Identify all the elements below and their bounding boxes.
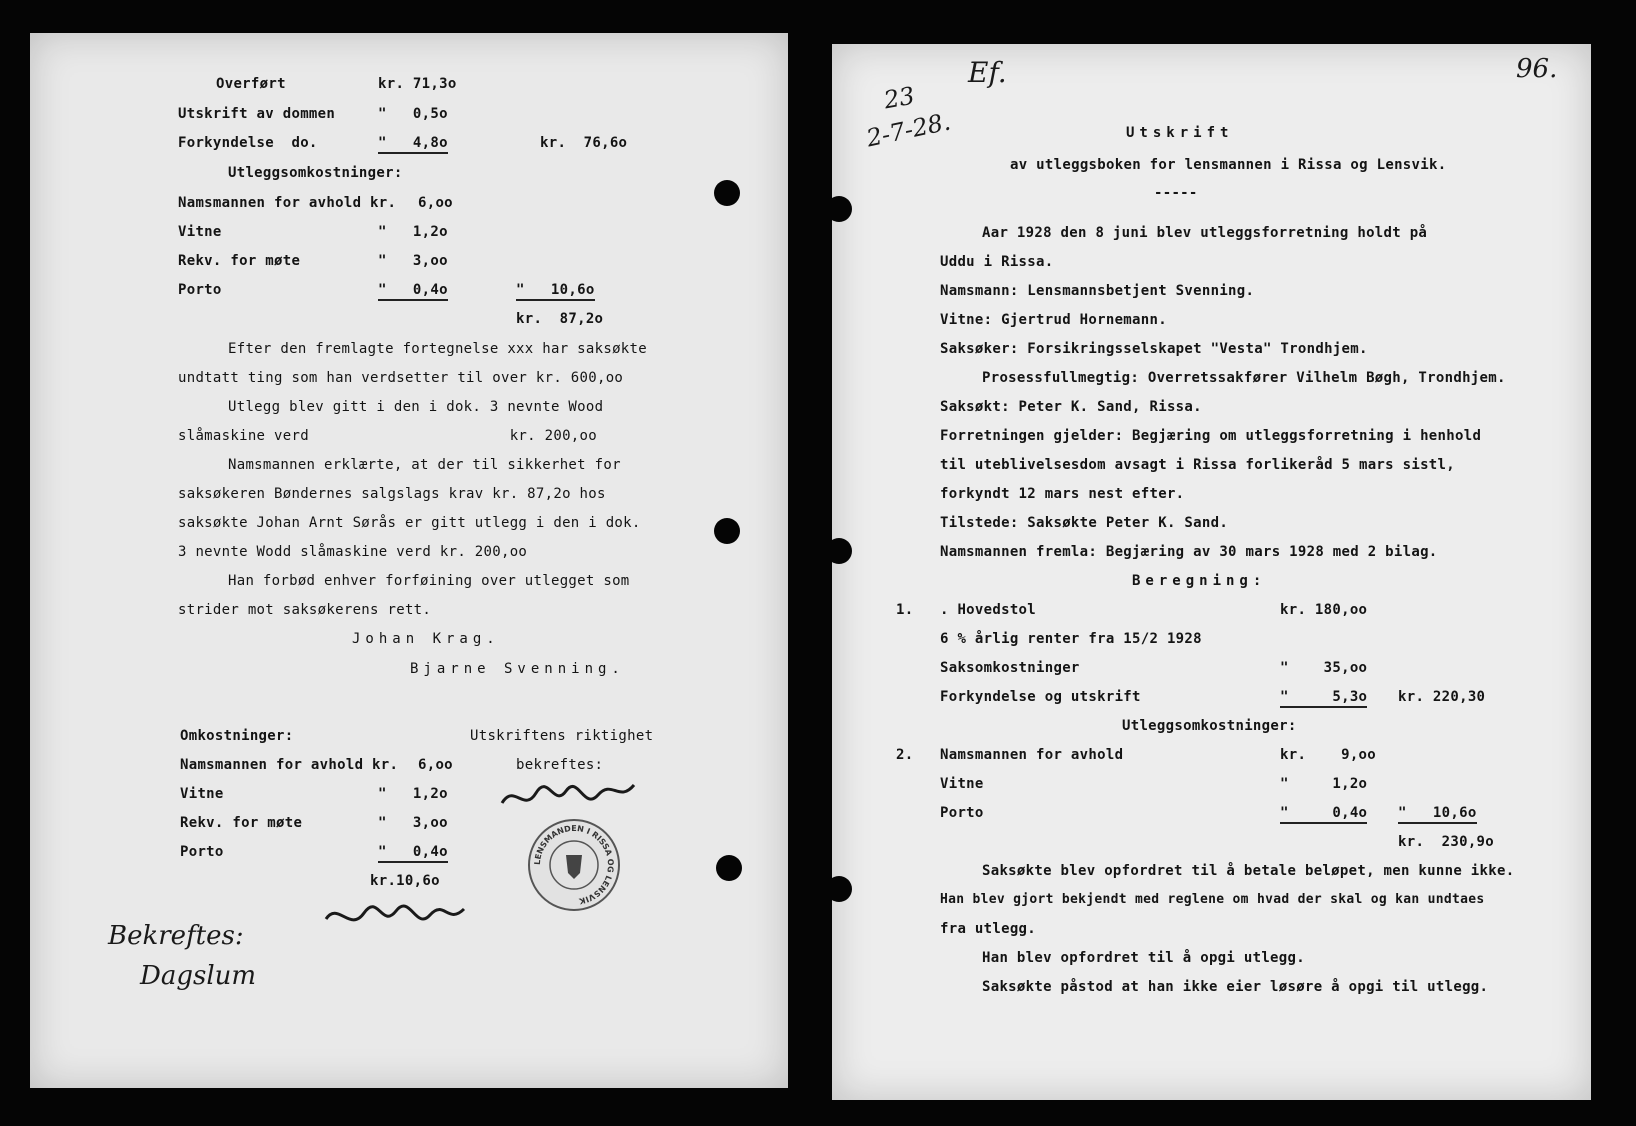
calc-label: 6 % årlig renter fra 15/2 1928 <box>940 631 1202 647</box>
punch-hole <box>832 196 852 222</box>
svg-text:LENSMANDEN I RISSA OG LENSVIK: LENSMANDEN I RISSA OG LENSVIK <box>532 823 616 906</box>
omk-label: Rekv. for møte <box>180 815 303 831</box>
handwritten-signature <box>320 895 470 945</box>
cost-label: Forkyndelse do. <box>178 135 318 151</box>
calc-total: kr. 220,30 <box>1398 689 1486 705</box>
closing-line: fra utlegg. <box>940 921 1037 937</box>
calc-amount: " 1,2o <box>1280 776 1368 792</box>
utlegg-amount: 6,oo <box>418 195 453 211</box>
utlegg-label: Vitne <box>178 224 222 240</box>
body-line: slåmaskine verd kr. 200,oo <box>178 428 597 444</box>
subtotal: kr. 87,2o <box>516 311 604 327</box>
punch-hole <box>832 538 852 564</box>
left-page <box>30 33 788 1088</box>
calc-number: 1. <box>896 602 914 618</box>
closing-line: Saksøkte blev opfordret til å betale beløpet, men kunne ikke. <box>982 863 1515 879</box>
field-line: Saksøker: Forsikringsselskapet "Vesta" Trondhjem. <box>940 341 1368 357</box>
calc-label: . Hovedstol <box>940 602 1037 618</box>
body-line: 3 nevnte Wodd slåmaskine verd kr. 200,oo <box>178 544 528 560</box>
omk-total: kr.10,6o <box>370 873 440 889</box>
cost-label: Utskrift av dommen <box>178 106 336 122</box>
body-line: Namsmannen erklærte, at der til sikkerhet for <box>228 457 621 473</box>
calc-amount: kr. 9,oo <box>1280 747 1377 763</box>
calc-total: " 10,6o <box>1398 804 1477 824</box>
closing-line: Han blev opfordret til å opgi utlegg. <box>982 950 1305 966</box>
field-line: Namsmannen fremla: Begjæring av 30 mars 1928 med 2 bilag. <box>940 544 1438 560</box>
calc-amount: " 35,oo <box>1280 660 1368 676</box>
calc-label: Namsmannen for avhold <box>940 747 1124 763</box>
closing-line: Han blev gjort bekjendt med reglene om hvad der skal og kan undtaes <box>940 892 1485 907</box>
utlegg-amount: " 1,2o <box>378 224 448 240</box>
field-line: Vitne: Gjertrud Hornemann. <box>940 312 1167 328</box>
utlegg-header: Utleggsomkostninger: <box>1122 718 1297 734</box>
beregning-header: Beregning: <box>1132 573 1267 589</box>
document-subtitle: av utleggsboken for lensmannen i Rissa og Lensvik. <box>1010 157 1447 173</box>
omk-label: Porto <box>180 844 224 860</box>
cost-label: Overført <box>216 76 286 92</box>
intro-line: Aar 1928 den 8 juni blev utleggsforretning holdt på <box>982 225 1428 241</box>
omk-label: Vitne <box>180 786 224 802</box>
signature-name: Johan Krag. <box>352 631 500 647</box>
calc-label: Vitne <box>940 776 984 792</box>
body-line: undtatt ting som han verdsetter til over kr. 600,oo <box>178 370 624 386</box>
utlegg-amount: " 0,4o <box>378 281 448 301</box>
punch-hole <box>832 876 852 902</box>
calc-amount: " 5,3o <box>1280 688 1367 708</box>
calc-number: 2. <box>896 747 914 763</box>
calc-label: Forkyndelse og utskrift <box>940 689 1141 705</box>
cost-amount: kr. 71,3o <box>378 76 457 92</box>
calc-label: Porto <box>940 805 984 821</box>
punch-hole <box>714 518 740 544</box>
intro-line: Uddu i Rissa. <box>940 254 1054 270</box>
document-title: Utskrift <box>1126 125 1234 141</box>
certification-line: Utskriftens riktighet <box>470 728 654 744</box>
closing-line: Saksøkte påstod at han ikke eier løsøre å opgi til utlegg. <box>982 979 1489 995</box>
handwritten-note: Dagslum <box>140 961 257 991</box>
body-line: saksøkeren Bøndernes salgslags krav kr. 87,2o hos <box>178 486 606 502</box>
omk-amount: 6,oo <box>418 757 453 773</box>
body-line: strider mot saksøkerens rett. <box>178 602 432 618</box>
right-page <box>832 44 1591 1100</box>
certification-line: bekreftes: <box>516 757 604 773</box>
field-line: Forretningen gjelder: Begjæring om utleggsforretning i henhold <box>940 428 1482 444</box>
omk-amount: " 0,4o <box>378 843 448 863</box>
omk-amount: " 1,2o <box>378 786 448 802</box>
utlegg-header: Utleggsomkostninger: <box>228 165 403 181</box>
utlegg-amount: " 3,oo <box>378 253 448 269</box>
signature-name: Bjarne Svenning. <box>410 661 625 677</box>
body-line: Han forbød enhver forføining over utlegget som <box>228 573 630 589</box>
divider: ----- <box>1154 185 1198 201</box>
calc-amount: " 0,4o <box>1280 804 1367 824</box>
handwritten-date: 23 <box>881 81 917 115</box>
calc-amount: kr. 180,oo <box>1280 602 1368 618</box>
grand-total: kr. 230,9o <box>1398 834 1495 850</box>
field-line: Tilstede: Saksøkte Peter K. Sand. <box>940 515 1229 531</box>
cost-amount: " 4,8o <box>378 134 448 154</box>
utlegg-label: Rekv. for møte <box>178 253 301 269</box>
omk-label: Namsmannen for avhold kr. <box>180 757 399 773</box>
punch-hole <box>716 855 742 881</box>
official-stamp <box>526 817 622 913</box>
field-line: Prosessfullmegtig: Overretssakfører Vilhelm Bøgh, Trondhjem. <box>982 370 1506 386</box>
field-line: Saksøkt: Peter K. Sand, Rissa. <box>940 399 1202 415</box>
field-line: Namsmann: Lensmannsbetjent Svenning. <box>940 283 1255 299</box>
handwritten-mark: Ef. <box>968 56 1007 89</box>
body-line: saksøkte Johan Arnt Sørås er gitt utlegg i den i dok. <box>178 515 641 531</box>
utlegg-label: Namsmannen for avhold kr. <box>178 195 397 211</box>
page-number: 96. <box>1516 54 1558 84</box>
punch-hole <box>714 180 740 206</box>
field-line: til uteblivelsesdom avsagt i Rissa forlikeråd 5 mars sistl, <box>940 457 1455 473</box>
handwritten-signature <box>494 773 644 823</box>
cost-amount: " 0,5o <box>378 106 448 122</box>
cost-total: kr. 76,6o <box>540 135 628 151</box>
calc-label: Saksomkostninger <box>940 660 1080 676</box>
omk-amount: " 3,oo <box>378 815 448 831</box>
handwritten-date: 2-7-28. <box>864 107 953 153</box>
handwritten-note: Bekreftes: <box>108 921 244 951</box>
omk-header: Omkostninger: <box>180 728 294 744</box>
body-line: Utlegg blev gitt i den i dok. 3 nevnte Wood <box>228 399 604 415</box>
field-line: forkyndt 12 mars nest efter. <box>940 486 1185 502</box>
utlegg-label: Porto <box>178 282 222 298</box>
body-line: Efter den fremlagte fortegnelse xxx har saksøkte <box>228 341 647 357</box>
utlegg-total: " 10,6o <box>516 281 595 301</box>
